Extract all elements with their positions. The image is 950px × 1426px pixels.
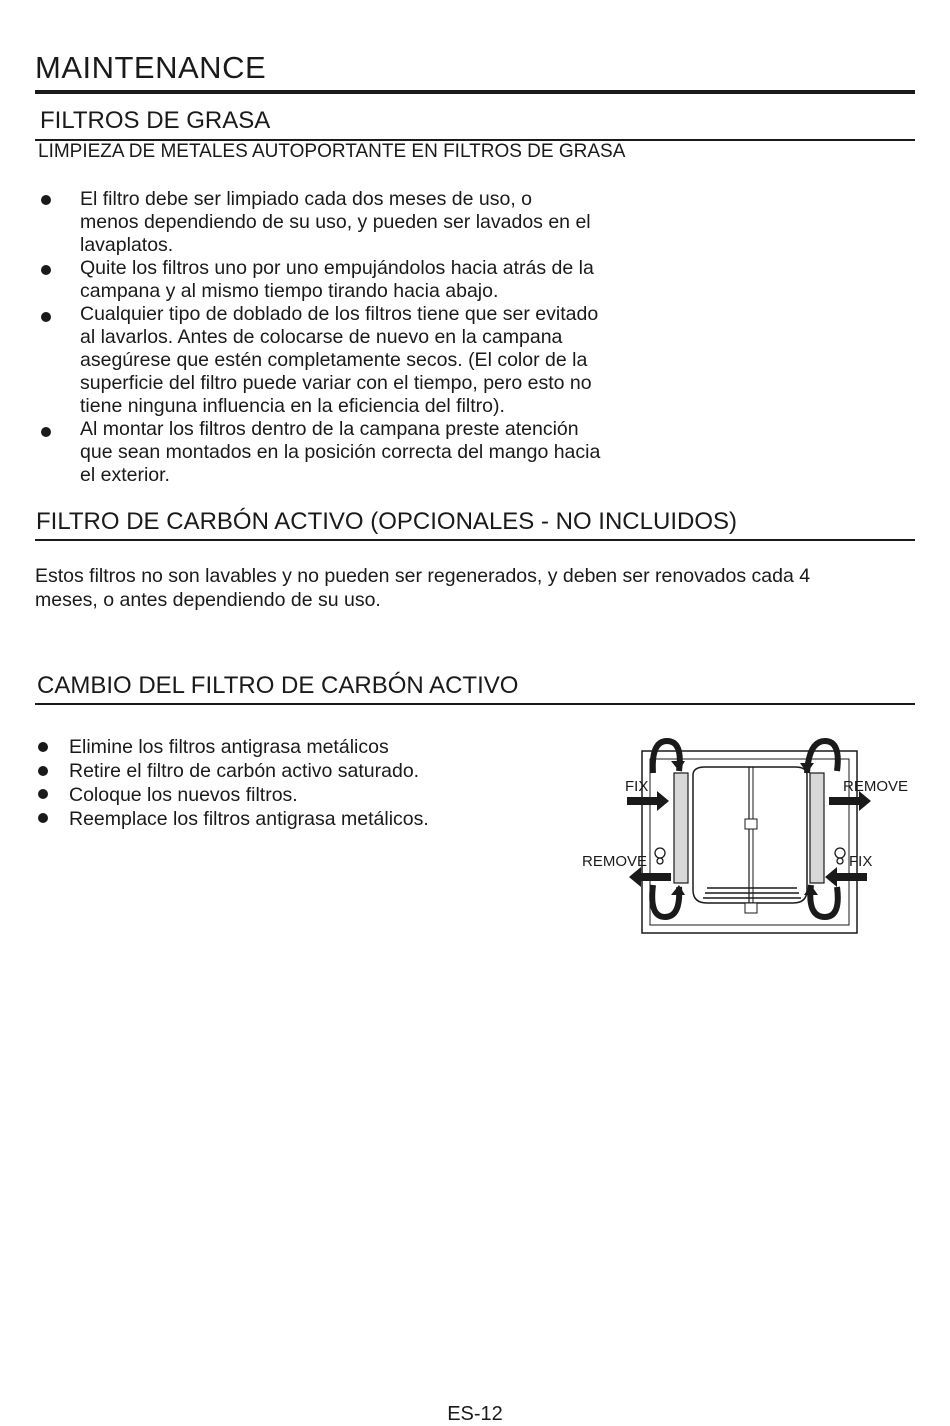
bullet-icon bbox=[38, 789, 48, 799]
bullet-text: Elimine los filtros antigrasa metálicos bbox=[69, 736, 389, 758]
label-fix: FIX bbox=[849, 853, 873, 870]
bullet-text: Coloque los nuevos filtros. bbox=[69, 784, 298, 806]
bullet-line: Al montar los filtros dentro de la campana preste atención bbox=[80, 418, 579, 440]
bullet-icon bbox=[41, 427, 51, 437]
bullet-icon bbox=[38, 742, 48, 752]
bullet-text: Retire el filtro de carbón activo saturado. bbox=[69, 760, 420, 782]
list-item bbox=[36, 188, 676, 257]
grease-section-subtitle: LIMPIEZA DE METALES AUTOPORTANTE EN FILTROS DE GRASA bbox=[38, 141, 626, 162]
list-item bbox=[36, 418, 676, 487]
bullet-icon bbox=[38, 813, 48, 823]
list-item bbox=[36, 807, 556, 831]
page-number: ES-12 bbox=[447, 1403, 503, 1425]
bullet-line: asegúrese que estén completamente secos. (El color de la bbox=[80, 349, 588, 371]
bullet-line: al lavarlos. Antes de colocarse de nuevo en la campana bbox=[80, 326, 563, 348]
bullet-line: que sean montados en la posición correcta del mango hacia bbox=[80, 441, 601, 463]
handle-latch bbox=[745, 819, 757, 829]
bullet-line: Quite los filtros uno por uno empujándolos hacia atrás de la bbox=[80, 257, 594, 279]
grease-bullet-list bbox=[36, 188, 676, 487]
bullet-line: menos dependiendo de su uso, y pueden ser lavados en el bbox=[80, 211, 591, 233]
bullet-line: lavaplatos. bbox=[80, 234, 174, 256]
bullet-icon bbox=[41, 195, 51, 205]
right-carbon-filter bbox=[810, 773, 824, 883]
filter-replacement-diagram bbox=[575, 735, 920, 940]
title-rule bbox=[35, 90, 915, 94]
bullet-line: el exterior. bbox=[80, 464, 170, 486]
handle-latch-bottom bbox=[745, 903, 757, 913]
paragraph-line: meses, o antes dependiendo de su uso. bbox=[35, 589, 381, 611]
bullet-line: superficie del filtro puede variar con el tiempo, pero esto no bbox=[80, 372, 592, 394]
change-section-title: CAMBIO DEL FILTRO DE CARBÓN ACTIVO bbox=[37, 672, 519, 699]
label-remove: REMOVE bbox=[843, 778, 909, 795]
bullet-text: Reemplace los filtros antigrasa metálicos. bbox=[69, 808, 429, 830]
carbon-section-rule bbox=[35, 539, 915, 541]
grease-filter-unit bbox=[693, 767, 807, 903]
bullet-line: tiene ninguna influencia en la eficiencia del filtro). bbox=[80, 395, 505, 417]
bullet-line: Cualquier tipo de doblado de los filtros tiene que ser evitado bbox=[80, 303, 599, 325]
carbon-paragraph bbox=[35, 564, 885, 612]
change-bullet-list bbox=[36, 735, 556, 831]
grease-section-title: FILTROS DE GRASA bbox=[40, 107, 271, 134]
left-carbon-filter bbox=[674, 773, 688, 883]
list-item bbox=[36, 759, 556, 783]
paragraph-line: Estos filtros no son lavables y no pueden ser regenerados, y deben ser renovados cada 4 bbox=[35, 565, 811, 587]
label-fix: FIX bbox=[625, 778, 649, 795]
page-title: MAINTENANCE bbox=[35, 50, 267, 85]
list-item bbox=[36, 257, 676, 303]
bullet-line: campana y al mismo tiempo tirando hacia abajo. bbox=[80, 280, 499, 302]
carbon-section-title: FILTRO DE CARBÓN ACTIVO (OPCIONALES - NO INCLUIDOS) bbox=[36, 508, 737, 535]
label-remove: REMOVE bbox=[582, 853, 648, 870]
change-section-rule bbox=[35, 703, 915, 705]
bullet-line: El filtro debe ser limpiado cada dos meses de uso, o bbox=[80, 188, 532, 210]
bullet-icon bbox=[41, 265, 51, 275]
bullet-icon bbox=[38, 766, 48, 776]
bullet-icon bbox=[41, 312, 51, 322]
list-item bbox=[36, 735, 556, 759]
list-item bbox=[36, 303, 676, 418]
list-item bbox=[36, 783, 556, 807]
